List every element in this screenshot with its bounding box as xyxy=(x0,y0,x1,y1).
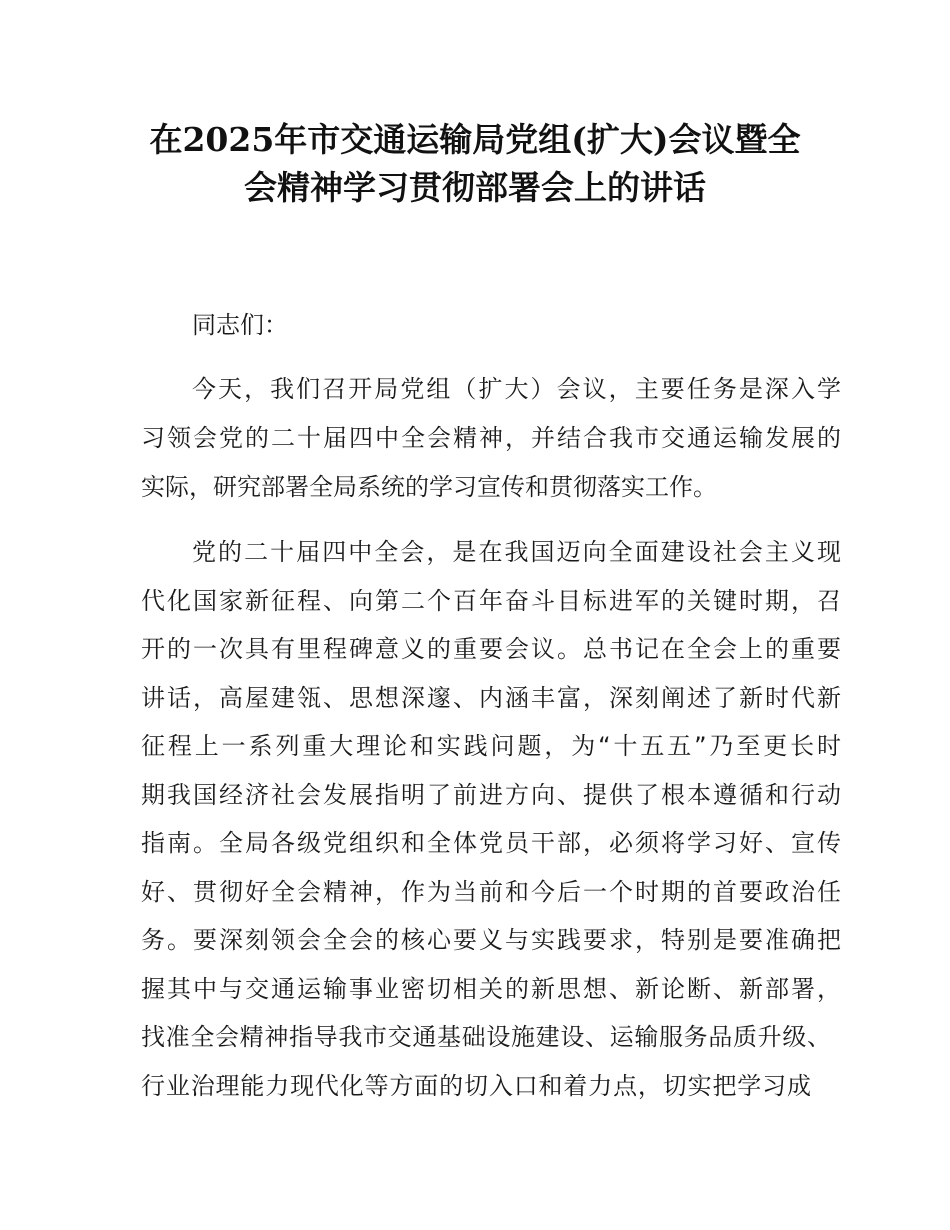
paragraph-2-line: 讲话，高屋建瓴、思想深邃、内涵丰富，深刻阐述了新时代新 xyxy=(141,684,841,712)
paragraph-2-line: 指南。全局各级党组织和全体党员干部，必须将学习好、宣传 xyxy=(141,829,841,857)
paragraph-1-line: 今天，我们召开局党组（扩大）会议，主要任务是深入学 xyxy=(192,375,841,403)
paragraph-1-line: 习领会党的二十届四中全会精神，并结合我市交通运输发展的 xyxy=(141,424,841,452)
paragraph-2-line: 开的一次具有里程碑意义的重要会议。总书记在全会上的重要 xyxy=(141,635,841,663)
paragraph-2-line: 找准全会精神指导我市交通基础设施建设、运输服务品质升级、 xyxy=(141,1023,831,1051)
salutation: 同志们： xyxy=(192,311,288,339)
paragraph-2-line: 党的二十届四中全会，是在我国迈向全面建设社会主义现 xyxy=(192,538,841,566)
document-title-line-1: 在2025年市交通运输局党组(扩大)会议暨全 xyxy=(149,120,801,159)
paragraph-1-line: 实际，研究部署全局系统的学习宣传和贯彻落实工作。 xyxy=(141,473,717,501)
paragraph-2-line: 握其中与交通运输事业密切相关的新思想、新论断、新部署， xyxy=(141,975,841,1003)
paragraph-2-line: 代化国家新征程、向第二个百年奋斗目标进军的关键时期，召 xyxy=(141,587,841,615)
paragraph-2-line: 期我国经济社会发展指明了前进方向、提供了根本遵循和行动 xyxy=(141,781,841,809)
paragraph-2-line: 行业治理能力现代化等方面的切入口和着力点，切实把学习成 xyxy=(141,1072,811,1100)
paragraph-2-line: 好、贯彻好全会精神，作为当前和今后一个时期的首要政治任 xyxy=(141,878,841,906)
paragraph-2-line: 务。要深刻领会全会的核心要义与实践要求，特别是要准确把 xyxy=(141,926,841,954)
paragraph-2-line: 征程上一系列重大理论和实践问题，为“十五五”乃至更长时 xyxy=(141,732,841,760)
document-title-line-2: 会精神学习贯彻部署会上的讲话 xyxy=(244,168,706,207)
